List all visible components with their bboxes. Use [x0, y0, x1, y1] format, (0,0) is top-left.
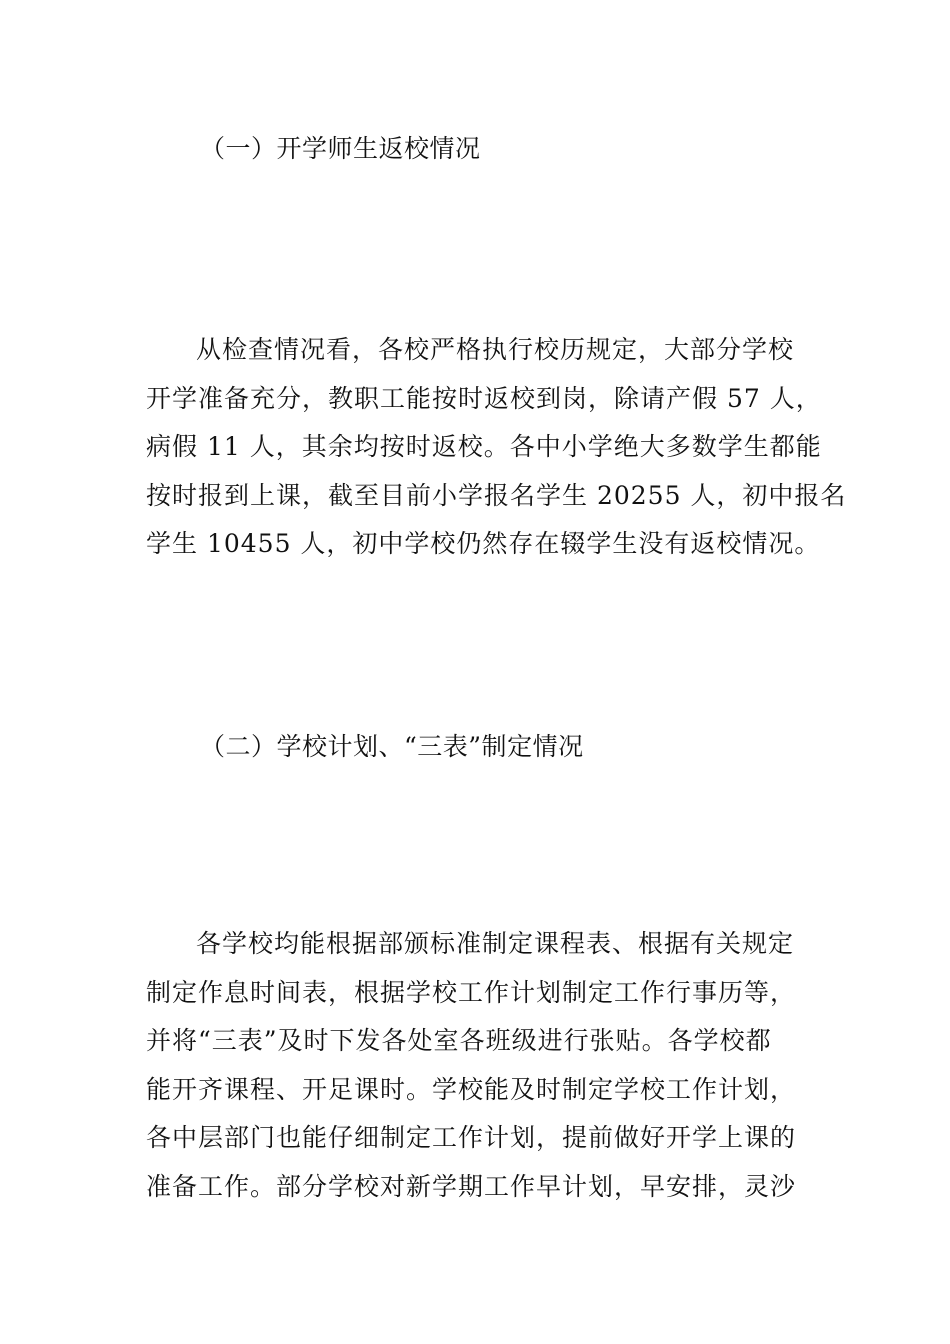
section-paragraph-2 — [146, 920, 808, 1211]
paragraph-line: 各中层部门也能仔细制定工作计划，提前做好开学上课的 — [146, 1123, 797, 1152]
paragraph-line: 病假 11 人，其余均按时返校。各中小学绝大多数学生都能 — [146, 432, 822, 461]
paragraph-line: 准备工作。部分学校对新学期工作早计划，早安排，灵沙 — [146, 1171, 797, 1201]
paragraph-line: 制定作息时间表，根据学校工作计划制定工作行事历等， — [146, 977, 797, 1007]
paragraph-line: 按时报到上课，截至目前小学报名学生 20255 人，初中报名 — [146, 480, 847, 510]
paragraph-line: 从检查情况看，各校严格执行校历规定，大部分学校 — [196, 335, 795, 364]
section-heading-2: （二）学校计划、“三表”制定情况 — [200, 732, 584, 761]
section-heading-1: （一）开学师生返校情况 — [200, 134, 481, 163]
section-paragraph-1 — [146, 326, 847, 569]
paragraph-line: 能开齐课程、开足课时。学校能及时制定学校工作计划， — [146, 1074, 797, 1104]
paragraph-line: 并将“三表”及时下发各处室各班级进行张贴。各学校都 — [146, 1026, 772, 1055]
paragraph-line: 开学准备充分，教职工能按时返校到岗，除请产假 57 人， — [146, 383, 822, 413]
paragraph-line: 各学校均能根据部颁标准制定课程表、根据有关规定 — [196, 929, 795, 958]
paragraph-line: 学生 10455 人，初中学校仍然存在辍学生没有返校情况。 — [146, 529, 821, 558]
